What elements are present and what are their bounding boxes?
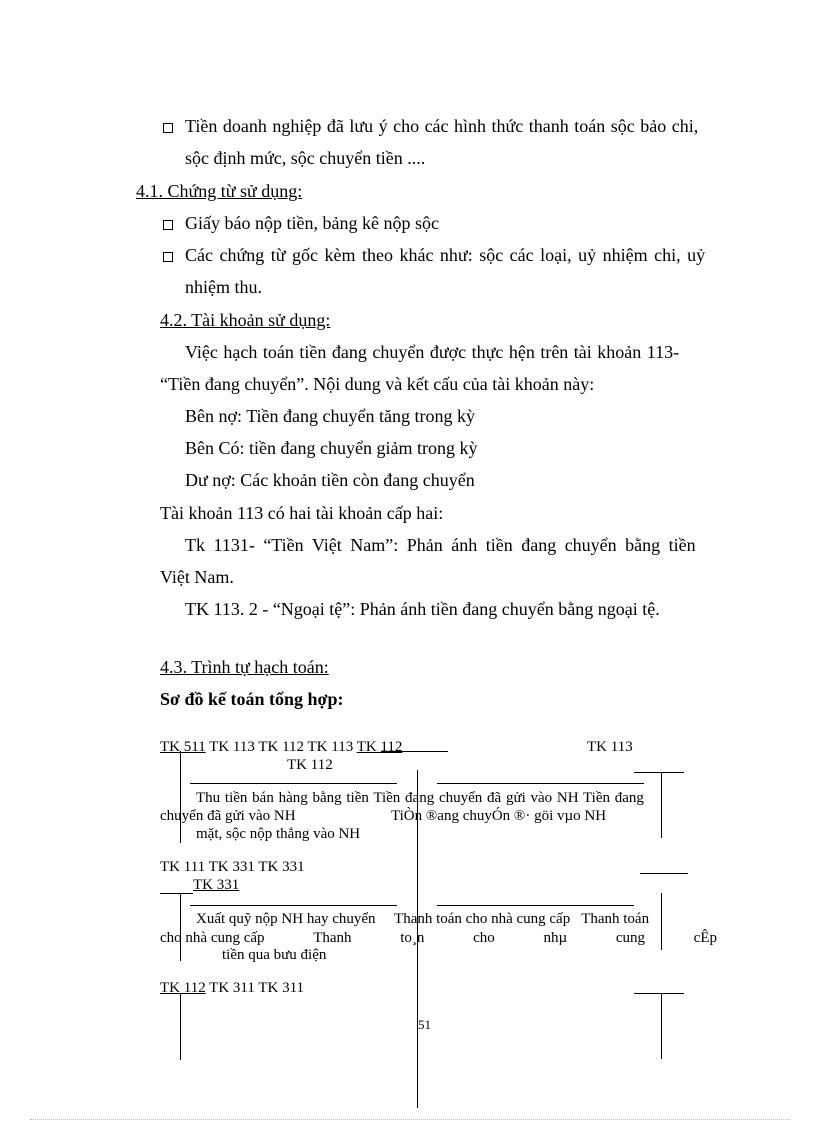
tk1131-line1: Tk 1131- “Tiền Việt Nam”: Phản ánh tiền đang chuyển bằng tiền: [185, 535, 696, 555]
bullet-icon: [163, 252, 173, 262]
diagram-word: cho nhà cung cấp: [160, 930, 265, 946]
diagram-line: [634, 993, 684, 994]
diagram-vertical-line: [661, 772, 662, 838]
diagram-desc-2-line1: Xuất quỹ nộp NH hay chuyển Thanh toán cho nhà cung cấp Thanh toán: [196, 911, 650, 927]
bullet-text-3-line2: nhiệm thu.: [185, 277, 262, 297]
diagram-word: cung: [615, 930, 645, 946]
diagram-word: cho: [473, 930, 495, 946]
diagram-word: to¸n: [400, 930, 425, 946]
tk-331-sub-label: TK 331: [193, 877, 240, 893]
diagram-line: [381, 751, 448, 752]
page-bottom-divider: [30, 1119, 790, 1120]
bullet-icon: [163, 123, 173, 133]
tk-511-label: TK 511: [160, 739, 206, 755]
diagram-desc-2-line2: [160, 929, 717, 947]
diagram-line: [190, 783, 397, 784]
bullet-text-1-line1: Tiền doanh nghiệp đã lưu ý cho các hình thức thanh toán sộc bảo chi,: [185, 116, 699, 136]
paragraph-line: “Tiền đang chuyển”. Nội dung và kết cấu của tài khoản này:: [160, 374, 595, 394]
bullet-text-3-line1: Các chứng từ gốc kèm theo khác như: sộc các loại, uỷ nhiệm chi, uỷ: [185, 245, 706, 265]
diagram-desc-1-line2b: TiÒn ®ang chuyÓn ®· göi vµo NH: [391, 808, 607, 824]
diagram-line: [640, 873, 688, 874]
tk-112-row3-label: TK 112: [160, 980, 206, 996]
diagram-line: [160, 893, 193, 894]
ben-no-line: Bên nợ: Tiền đang chuyển tăng trong kỳ: [185, 406, 475, 426]
diagram-word: nhµ: [543, 930, 568, 946]
page-number: 51: [418, 1017, 431, 1032]
paragraph-line: Tài khoản 113 có hai tài khoản cấp hai:: [160, 503, 444, 523]
tk-112-label: TK 112: [356, 739, 403, 755]
bullet-icon: [163, 220, 173, 230]
diagram-desc-2-line3: tiền qua bưu điện: [222, 947, 327, 963]
diagram-title: Sơ đồ kế toán tổng hợp:: [160, 689, 344, 709]
diagram-vertical-line: [180, 993, 181, 1060]
heading-4-2: 4.2. Tài khoản sử dụng:: [160, 310, 331, 330]
du-no-line: Dư nợ: Các khoản tiền còn đang chuyển: [185, 470, 475, 490]
diagram-vertical-line: [661, 993, 662, 1059]
diagram-vertical-line: [180, 893, 181, 961]
diagram-word: Thanh: [313, 930, 352, 946]
diagram-word: cÊp: [693, 930, 717, 946]
diagram-line: [190, 905, 397, 906]
diagram-desc-1-line2a: chuyển đã gửi vào NH: [160, 808, 296, 824]
diagram-line: [634, 772, 684, 773]
heading-4-1: 4.1. Chứng từ sử dụng:: [136, 181, 303, 201]
tk-113-right-label: TK 113: [587, 739, 633, 755]
tk-112-sub-label: TK 112: [287, 757, 333, 773]
tk-row-1-middle: TK 113 TK 112 TK 113: [205, 739, 357, 755]
diagram-accounts-row-3: [160, 979, 304, 997]
diagram-desc-1-line1: Thu tiền bán hàng bằng tiền Tiền đang chuyển đã gửi vào NH Tiền đang: [196, 790, 644, 806]
diagram-line: [437, 783, 644, 784]
diagram-accounts-row-2: TK 111 TK 331 TK 331: [160, 859, 305, 875]
diagram-vertical-line: [180, 751, 181, 843]
tk1132-line: TK 113. 2 - “Ngoại tệ”: Phản ánh tiền đang chuyển bằng ngoại tệ.: [185, 599, 660, 619]
diagram-desc-1-line3: mặt, sộc nộp thẳng vào NH: [196, 826, 361, 842]
tk1131-line2: Việt Nam.: [160, 567, 234, 587]
diagram-line: [437, 905, 634, 906]
diagram-vertical-line: [417, 770, 418, 1108]
tk-row-3-rest: TK 311 TK 311: [205, 980, 305, 996]
ben-co-line: Bên Có: tiền đang chuyển giảm trong kỳ: [185, 438, 478, 458]
heading-4-3: 4.3. Trình tự hạch toán:: [160, 657, 329, 677]
diagram-vertical-line: [661, 893, 662, 950]
bullet-text-2: Giấy báo nộp tiền, bảng kê nộp sộc: [185, 213, 439, 233]
bullet-text-1-line2: sộc định mức, sộc chuyển tiền ....: [185, 148, 426, 168]
paragraph-line: Việc hạch toán tiền đang chuyển được thực hện trên tài khoản 113-: [185, 342, 680, 362]
diagram-accounts-row-1: [160, 738, 402, 756]
